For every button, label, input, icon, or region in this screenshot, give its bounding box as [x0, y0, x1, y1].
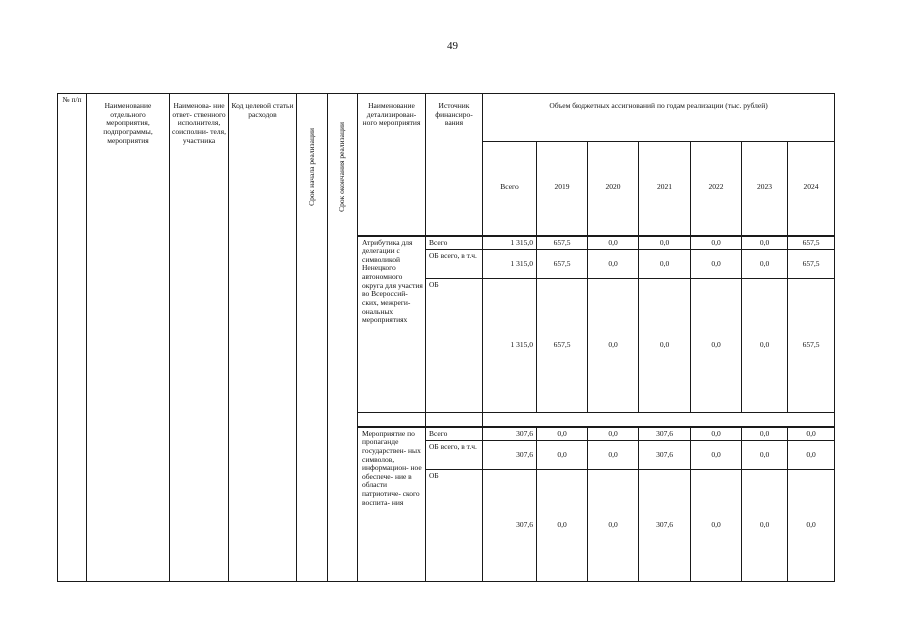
budget-table: [57, 93, 835, 582]
block-1-source-ob: ОБ: [426, 279, 483, 413]
block-1-source-ob-total: ОБ всего, в т.ч.: [426, 250, 483, 279]
block-2-ob-2023: 0,0: [742, 470, 788, 582]
block-2-obt-all: 307,6: [483, 441, 537, 470]
header-volume: Объем бюджетных ассигнований по годам реализации (тыс. рублей): [483, 94, 835, 142]
block-2-total-2019: 0,0: [537, 427, 588, 441]
block-1-obt-2022: 0,0: [691, 250, 742, 279]
block-2-obt-2022: 0,0: [691, 441, 742, 470]
block-1-obt-all: 1 315,0: [483, 250, 537, 279]
block-2-obt-2020: 0,0: [588, 441, 639, 470]
block-1-ob-2023: 0,0: [742, 279, 788, 413]
page-number: 49: [447, 40, 458, 52]
year-header-2022: 2022: [691, 142, 742, 236]
block-1-ob-all: 1 315,0: [483, 279, 537, 413]
year-header-2020: 2020: [588, 142, 639, 236]
block-2-ob-2019: 0,0: [537, 470, 588, 582]
block-1-ob-2020: 0,0: [588, 279, 639, 413]
block-2-ob-2024: 0,0: [788, 470, 835, 582]
block-1-source-total: Всего: [426, 236, 483, 250]
header-end: [328, 94, 358, 582]
year-header-2019: 2019: [537, 142, 588, 236]
header-event-name: Наименование отдельного мероприятия, подпрограммы, мероприятия: [87, 94, 170, 582]
header-code: Код целевой статьи расходов: [229, 94, 297, 582]
block-1-spacer-src: [426, 413, 483, 427]
block-1-total-2024: 657,5: [788, 236, 835, 250]
block-2-obt-2024: 0,0: [788, 441, 835, 470]
header-num: № п/п: [58, 94, 87, 582]
block-2-ob-2022: 0,0: [691, 470, 742, 582]
block-2-ob-2020: 0,0: [588, 470, 639, 582]
block-2-total-2023: 0,0: [742, 427, 788, 441]
block-1-name: Атрибутика для делегации с символикой Ненецкого автономного округа для участия во Всероссий- ских, межреги- ональных мероприятиях: [358, 236, 426, 413]
block-2-obt-2021: 307,6: [639, 441, 691, 470]
block-2-source-ob-total: ОБ всего, в т.ч.: [426, 441, 483, 470]
year-header-total: Всего: [483, 142, 537, 236]
block-1-spacer-values: [483, 413, 835, 427]
year-header-2021: 2021: [639, 142, 691, 236]
block-2-total-2021: 307,6: [639, 427, 691, 441]
block-2-total-all: 307,6: [483, 427, 537, 441]
block-1-ob-2021: 0,0: [639, 279, 691, 413]
block-1-total-2021: 0,0: [639, 236, 691, 250]
block-1-spacer: [358, 413, 426, 427]
block-1-total-2019: 657,5: [537, 236, 588, 250]
block-1-obt-2023: 0,0: [742, 250, 788, 279]
block-2-source-ob: ОБ: [426, 470, 483, 582]
block-1-ob-2024: 657,5: [788, 279, 835, 413]
header-source: Источник финансиро- вания: [426, 94, 483, 236]
block-1-total-2023: 0,0: [742, 236, 788, 250]
block-2-obt-2023: 0,0: [742, 441, 788, 470]
block-2-total-2022: 0,0: [691, 427, 742, 441]
block-1-total-all: 1 315,0: [483, 236, 537, 250]
block-2-total-2020: 0,0: [588, 427, 639, 441]
block-1-total-2022: 0,0: [691, 236, 742, 250]
block-2-name: Мероприятие по пропаганде государствен- ных символов, информацион- ное обеспече- ние в области патриотиче- ского воспита- ния: [358, 427, 426, 582]
block-1-ob-2019: 657,5: [537, 279, 588, 413]
year-header-2024: 2024: [788, 142, 835, 236]
header-executor: Наименова- ние ответ- ственного исполнителя, соисполни- теля, участника: [170, 94, 229, 582]
header-end-text: Срок окончания реализации: [337, 122, 347, 212]
block-2-source-total: Всего: [426, 427, 483, 441]
block-2-obt-2019: 0,0: [537, 441, 588, 470]
block-2-ob-2021: 307,6: [639, 470, 691, 582]
block-2-ob-all: 307,6: [483, 470, 537, 582]
block-1-total-2020: 0,0: [588, 236, 639, 250]
block-1-obt-2024: 657,5: [788, 250, 835, 279]
block-1-obt-2019: 657,5: [537, 250, 588, 279]
block-2-total-2024: 0,0: [788, 427, 835, 441]
header-detail-name: Наименование детализирован- ного мероприятия: [358, 94, 426, 236]
block-1-obt-2020: 0,0: [588, 250, 639, 279]
block-1-obt-2021: 0,0: [639, 250, 691, 279]
block-1-ob-2022: 0,0: [691, 279, 742, 413]
year-header-2023: 2023: [742, 142, 788, 236]
header-start: [297, 94, 328, 582]
header-start-text: Срок начала реализации: [306, 128, 316, 206]
